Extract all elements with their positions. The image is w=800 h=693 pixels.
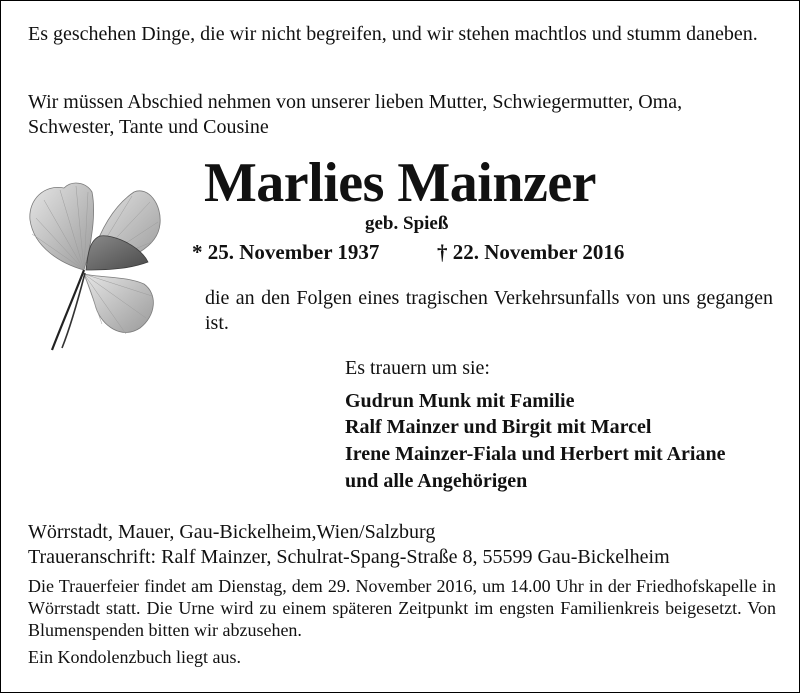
mourner-line: Ralf Mainzer und Birgit mit Marcel: [345, 416, 652, 438]
birth-name: geb. Spieß: [365, 213, 449, 234]
cause-text: die an den Folgen eines tragischen Verkehrsunfalls von uns gegangen ist.: [205, 287, 773, 334]
guestbook-note: Ein Kondolenzbuch liegt aus.: [28, 647, 241, 667]
deceased-name: Marlies Mainzer: [203, 152, 597, 214]
mourners-intro: Es trauern um sie:: [345, 357, 490, 379]
birth-date: * 25. November 1937: [192, 240, 380, 264]
intro-text-2: Wir müssen Abschied nehmen von unserer lieben Mutter, Schwiegermutter, Oma, Schwester, Tante und Cousine: [28, 91, 683, 138]
intro-text-1: Es geschehen Dinge, die wir nicht begreifen, und wir stehen machtlos und stumm daneben.: [28, 23, 758, 45]
death-date: † 22. November 2016: [437, 240, 625, 264]
places-text: Wörrstadt, Mauer, Gau-Bickelheim,Wien/Salzburg: [28, 521, 436, 543]
service-details: Die Trauerfeier findet am Dienstag, dem 29. November 2016, um 14.00 Uhr in der Friedhofskapelle in Wörrstadt statt. Die Urne wird zu einem späteren Zeitpunkt im engsten Familienkreis beigesetzt. Von Blumenspenden bitten wir abzusehen.: [28, 576, 776, 640]
mourner-line: und alle Angehörigen: [345, 470, 528, 492]
mourner-line: Gudrun Munk mit Familie: [345, 390, 575, 412]
mourner-line: Irene Mainzer-Fiala und Herbert mit Ariane: [345, 443, 726, 465]
mourning-address: Traueranschrift: Ralf Mainzer, Schulrat-Spang-Straße 8, 55599 Gau-Bickelheim: [28, 546, 670, 568]
